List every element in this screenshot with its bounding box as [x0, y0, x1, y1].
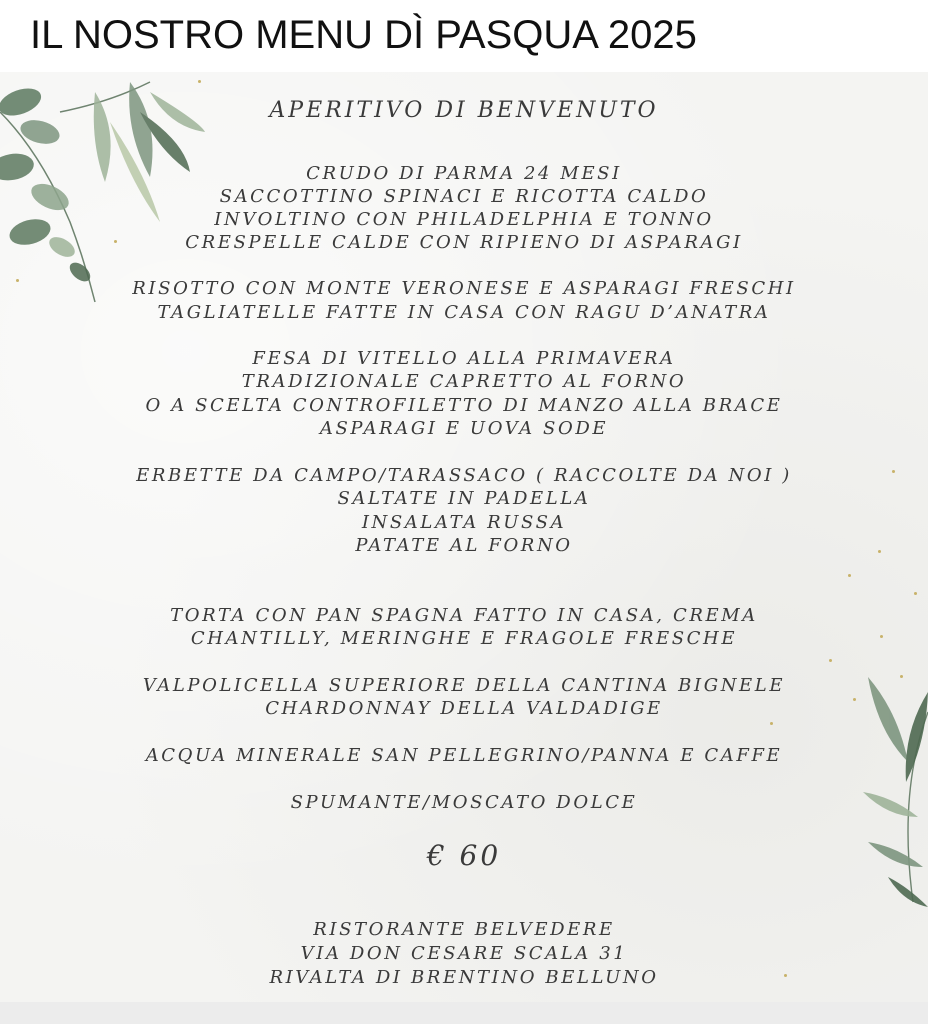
menu-item: ASPARAGI E UOVA SODE — [319, 418, 609, 439]
gold-dot — [198, 80, 201, 83]
gold-dot — [770, 722, 773, 725]
gold-dot — [914, 592, 917, 595]
restaurant-name: RISTORANTE BELVEDERE — [313, 919, 615, 940]
menu-item: ACQUA MINERALE SAN PELLEGRINO/PANNA E CAFFE — [145, 745, 783, 766]
post-title: IL NOSTRO MENU DÌ PASQUA 2025 — [30, 13, 697, 57]
menu-item: INVOLTINO CON PHILADELPHIA E TONNO — [214, 209, 714, 230]
restaurant-city: RIVALTA DI BRENTINO BELLUNO — [269, 967, 659, 988]
menu-item: VALPOLICELLA SUPERIORE DELLA CANTINA BIGNELE — [142, 675, 786, 696]
menu-item: SALTATE IN PADELLA — [337, 488, 591, 509]
menu-item: CRESPELLE CALDE CON RIPIENO DI ASPARAGI — [185, 232, 743, 253]
menu-item: FESA DI VITELLO ALLA PRIMAVERA — [252, 348, 676, 369]
menu-price: € 60 — [426, 839, 502, 872]
menu-item: ERBETTE DA CAMPO/TARASSACO ( RACCOLTE DA NOI ) — [136, 465, 792, 486]
menu-item: CHARDONNAY DELLA VALDADIGE — [265, 698, 663, 719]
menu-item: RISOTTO CON MONTE VERONESE E ASPARAGI FRESCHI — [132, 278, 796, 299]
menu-item: CRUDO DI PARMA 24 MESI — [306, 163, 622, 184]
menu-item: CHANTILLY, MERINGHE E FRAGOLE FRESCHE — [190, 628, 738, 649]
menu-item: TORTA CON PAN SPAGNA FATTO IN CASA, CREMA — [170, 605, 758, 626]
restaurant-address: VIA DON CESARE SCALA 31 — [300, 943, 628, 964]
menu-item: O A SCELTA CONTROFILETTO DI MANZO ALLA BRACE — [145, 395, 783, 416]
menu-item: TRADIZIONALE CAPRETTO AL FORNO — [241, 371, 687, 392]
menu-item: SPUMANTE/MOSCATO DOLCE — [290, 792, 638, 813]
menu-item: INSALATA RUSSA — [361, 512, 567, 533]
menu-item: PATATE AL FORNO — [355, 535, 573, 556]
gold-dot — [829, 659, 832, 662]
menu-item: SACCOTTINO SPINACI E RICOTTA CALDO — [219, 186, 709, 207]
bottom-strip — [0, 1002, 928, 1024]
gold-dot — [848, 574, 851, 577]
menu-heading: APERITIVO DI BENVENUTO — [269, 98, 659, 123]
menu-item: TAGLIATELLE FATTE IN CASA CON RAGU D’ANATRA — [157, 302, 771, 323]
menu-card — [0, 72, 928, 1002]
